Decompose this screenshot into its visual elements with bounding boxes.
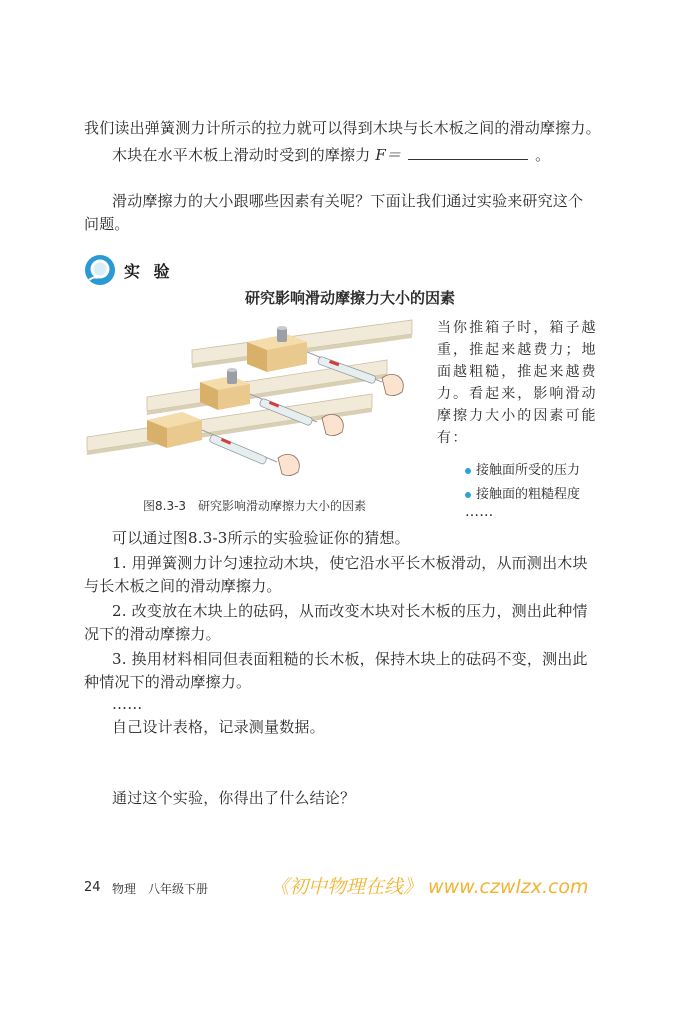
friction-formula: F＝ bbox=[375, 146, 402, 164]
figure-caption: 图8.3-3 研究影响滑动摩擦力大小的因素 bbox=[143, 499, 367, 513]
step-3-line-1: 3. 换用材料相同但表面粗糙的长木板，保持木块上的砝码不变，测出此 bbox=[112, 650, 588, 668]
steps-ellipsis: …… bbox=[112, 695, 143, 713]
step-1-line-1: 1. 用弹簧测力计匀速拉动木块，使它沿水平长木板滑动，从而测出木块 bbox=[112, 554, 588, 572]
side-note: 当你推箱子时，箱子越重，推起来越费力；地面越粗糙，推起来越费力。看起来，影响滑动摩擦力大小的因素可能有： bbox=[437, 320, 597, 446]
book-title: 物理 八年级下册 bbox=[112, 882, 209, 896]
bullet-roughness bbox=[465, 483, 580, 502]
bullet-text: 接触面所受的压力 bbox=[476, 463, 581, 478]
body-line-3: 滑动摩擦力的大小跟哪些因素有关呢？下面让我们通过实验来研究这个 bbox=[112, 192, 584, 210]
sentence-end: 。 bbox=[535, 146, 551, 164]
body-line-4: 问题。 bbox=[84, 215, 130, 233]
step-3-line-2: 种情况下的滑动摩擦力。 bbox=[84, 673, 252, 691]
step-1-line-2: 与长木板之间的滑动摩擦力。 bbox=[84, 577, 282, 595]
bullet-dot bbox=[465, 468, 471, 474]
body-line-1: 我们读出弹簧测力计所示的拉力就可以得到木块与长木板之间的滑动摩擦力。 bbox=[84, 119, 601, 137]
steps-intro: 可以通过图8.3-3所示的实验验证你的猜想。 bbox=[112, 529, 410, 547]
bullet-dot bbox=[465, 492, 471, 498]
experiment-icon bbox=[84, 254, 116, 286]
body-line-2 bbox=[112, 144, 550, 166]
step-2-line-2: 况下的滑动摩擦力。 bbox=[84, 625, 221, 643]
friction-sentence: 木块在水平木板上滑动时受到的摩擦力 bbox=[112, 146, 371, 164]
side-ellipsis: …… bbox=[465, 504, 494, 520]
watermark: 《初中物理在线》 www.czwlzx.com bbox=[270, 876, 589, 898]
friction-experiment-illustration bbox=[82, 312, 422, 492]
conclusion-question: 通过这个实验，你得出了什么结论？ bbox=[112, 789, 356, 807]
design-table-instruction: 自己设计表格，记录测量数据。 bbox=[112, 718, 325, 736]
bullet-text: 接触面的粗糙程度 bbox=[476, 487, 581, 502]
answer-blank[interactable] bbox=[408, 145, 528, 160]
experiment-section-header bbox=[84, 253, 174, 287]
bullet-pressure bbox=[465, 459, 580, 478]
step-2-line-1: 2. 改变放在木块上的砝码，从而改变木块对长木板的压力，测出此种情 bbox=[112, 602, 588, 620]
page-number: 24 bbox=[84, 880, 101, 895]
experiment-title: 研究影响滑动摩擦力大小的因素 bbox=[244, 289, 455, 307]
section-label: 实 验 bbox=[124, 261, 174, 281]
